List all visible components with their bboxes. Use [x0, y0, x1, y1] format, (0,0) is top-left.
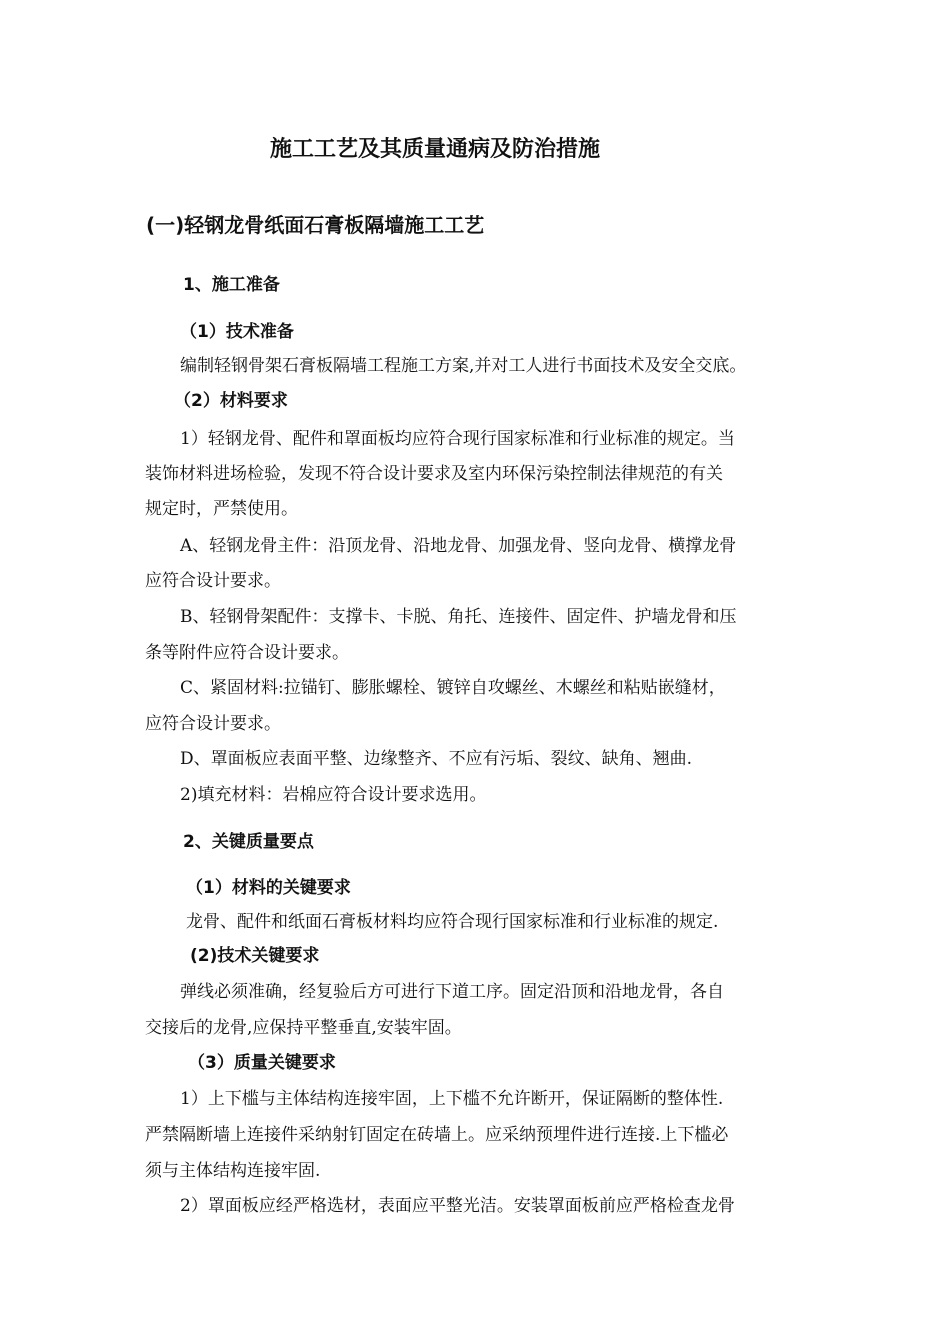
paragraph-line: 应符合设计要求。: [145, 571, 281, 591]
section-heading: (一)轻钢龙骨纸面石膏板隔墙施工工艺: [146, 213, 485, 237]
paragraph-line: 1）轻钢龙骨、配件和罩面板均应符合现行国家标准和行业标准的规定。当: [180, 429, 735, 449]
paragraph-line: 1）上下槛与主体结构连接牢固，上下槛不允许断开，保证隔断的整体性.: [180, 1089, 724, 1109]
paragraph-line: 条等附件应符合设计要求。: [145, 643, 349, 663]
tech-key-heading: (2)技术关键要求: [190, 946, 320, 966]
paragraph-line: A、轻钢龙骨主件：沿顶龙骨、沿地龙骨、加强龙骨、竖向龙骨、横撑龙骨: [180, 536, 737, 556]
paragraph-line: D、罩面板应表面平整、边缘整齐、不应有污垢、裂纹、缺角、翘曲.: [180, 749, 693, 769]
paragraph-line: 2）罩面板应经严格选材，表面应平整光洁。安装罩面板前应严格检查龙骨: [180, 1196, 735, 1216]
subsection-heading-prep: 1、施工准备: [183, 275, 280, 295]
tech-prep-heading: （1）技术准备: [180, 322, 294, 342]
paragraph-line: C、紧固材料:拉锚钉、膨胀螺栓、镀锌自攻螺丝、木螺丝和粘贴嵌缝材，: [180, 678, 726, 698]
paragraph-line: 须与主体结构连接牢固.: [145, 1161, 321, 1181]
paragraph-line: 装饰材料进场检验，发现不符合设计要求及室内环保污染控制法律规范的有关: [145, 464, 723, 484]
paragraph-line: B、轻钢骨架配件：支撑卡、卡脱、角托、连接件、固定件、护墙龙骨和压: [180, 607, 737, 627]
page-title: 施工工艺及其质量通病及防治措施: [270, 137, 601, 162]
quality-key-heading: （3）质量关键要求: [188, 1053, 336, 1073]
paragraph-line: 严禁隔断墙上连接件采纳射钉固定在砖墙上。应采纳预埋件进行连接.上下槛必: [145, 1125, 729, 1145]
paragraph-line: 交接后的龙骨,应保持平整垂直,安装牢固。: [145, 1018, 462, 1038]
paragraph-line: 弹线必须准确，经复验后方可进行下道工序。固定沿顶和沿地龙骨，各自: [180, 982, 724, 1002]
material-heading: （2）材料要求: [174, 391, 288, 411]
paragraph-line: 2)填充材料：岩棉应符合设计要求选用。: [180, 785, 487, 805]
material-key-heading: （1）材料的关键要求: [186, 878, 351, 898]
paragraph-line: 规定时，严禁使用。: [145, 499, 298, 519]
paragraph-line: 龙骨、配件和纸面石膏板材料均应符合现行国家标准和行业标准的规定.: [186, 912, 719, 932]
paragraph-line: 编制轻钢骨架石膏板隔墙工程施工方案,并对工人进行书面技术及安全交底。: [180, 356, 747, 376]
paragraph-line: 应符合设计要求。: [145, 714, 281, 734]
subsection-heading-quality: 2、关键质量要点: [183, 832, 314, 852]
